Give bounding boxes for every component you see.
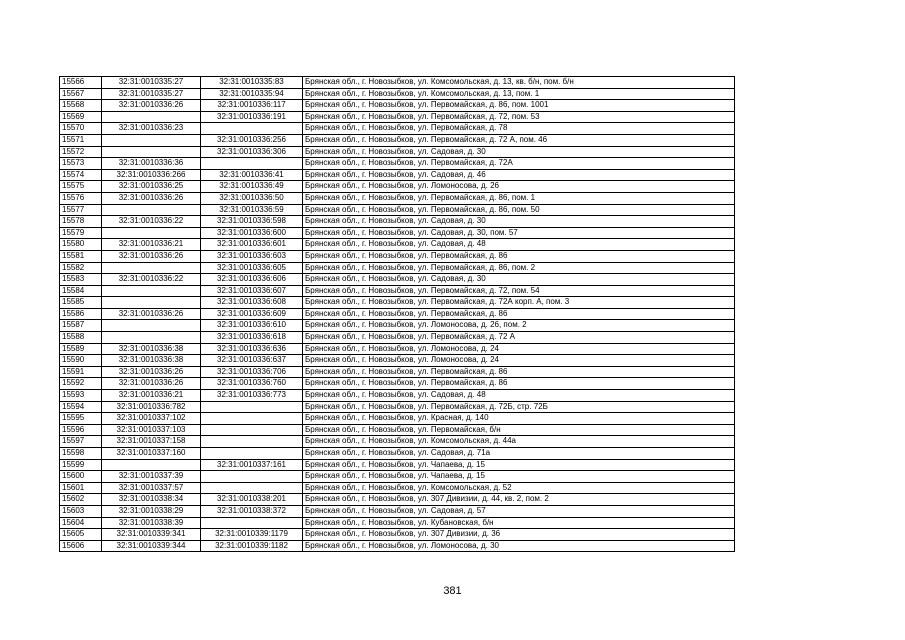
row-number-cell: 15577 [60,204,102,216]
row-number-cell: 15586 [60,308,102,320]
object-number-cell: 32:31:0010339:1179 [201,529,303,541]
row-number-cell: 15602 [60,494,102,506]
parcel-number-cell: 32:31:0010336:26 [102,378,201,390]
address-cell: Брянская обл., г. Новозыбков, ул. Ломоносова, д. 26 [303,181,735,193]
address-cell: Брянская обл., г. Новозыбков, ул. Первомайская, д. 86 [303,250,735,262]
object-number-cell: 32:31:0010338:372 [201,505,303,517]
table-row [60,436,735,448]
row-number-cell: 15583 [60,274,102,286]
object-number-cell: 32:31:0010337:161 [201,459,303,471]
address-cell: Брянская обл., г. Новозыбков, ул. Красная, д. 140 [303,413,735,425]
parcel-number-cell: 32:31:0010337:57 [102,482,201,494]
address-cell: Брянская обл., г. Новозыбков, ул. Садовая, д. 30 [303,146,735,158]
row-number-cell: 15592 [60,378,102,390]
object-number-cell [201,123,303,135]
object-number-cell [201,436,303,448]
address-cell: Брянская обл., г. Новозыбков, ул. Первомайская, д. 72, пом. 53 [303,111,735,123]
table-row [60,320,735,332]
table-row [60,471,735,483]
row-number-cell: 15604 [60,517,102,529]
parcel-number-cell: 32:31:0010336:38 [102,355,201,367]
table-row [60,227,735,239]
object-number-cell: 32:31:0010336:49 [201,181,303,193]
address-cell: Брянская обл., г. Новозыбков, ул. Садовая, д. 48 [303,239,735,251]
row-number-cell: 15576 [60,192,102,204]
table-row [60,250,735,262]
table-row [60,262,735,274]
object-number-cell: 32:31:0010338:201 [201,494,303,506]
parcel-number-cell: 32:31:0010337:103 [102,424,201,436]
address-cell: Брянская обл., г. Новозыбков, ул. Комсомольская, д. 44а [303,436,735,448]
address-cell: Брянская обл., г. Новозыбков, ул. Первомайская, д. 86, пом. 1 [303,192,735,204]
parcel-number-cell: 32:31:0010337:39 [102,471,201,483]
table-row [60,285,735,297]
parcel-number-cell [102,297,201,309]
row-number-cell: 15591 [60,366,102,378]
address-cell: Брянская обл., г. Новозыбков, ул. Садовая, д. 30, пом. 57 [303,227,735,239]
object-number-cell: 32:31:0010336:191 [201,111,303,123]
table-row [60,146,735,158]
address-cell: Брянская обл., г. Новозыбков, ул. Комсомольская, д. 13, кв. б/н, пом. б/н [303,77,735,89]
parcel-number-cell: 32:31:0010336:21 [102,390,201,402]
object-number-cell: 32:31:0010336:256 [201,134,303,146]
parcel-number-cell: 32:31:0010336:22 [102,216,201,228]
parcel-number-cell: 32:31:0010336:26 [102,192,201,204]
address-cell: Брянская обл., г. Новозыбков, ул. Садовая, д. 30 [303,216,735,228]
parcel-number-cell [102,320,201,332]
registry-table [59,76,735,552]
row-number-cell: 15566 [60,77,102,89]
object-number-cell: 32:31:0010336:760 [201,378,303,390]
parcel-number-cell: 32:31:0010338:34 [102,494,201,506]
row-number-cell: 15571 [60,134,102,146]
object-number-cell: 32:31:0010336:706 [201,366,303,378]
object-number-cell: 32:31:0010335:83 [201,77,303,89]
row-number-cell: 15600 [60,471,102,483]
table-row [60,297,735,309]
table-row [60,134,735,146]
address-cell: Брянская обл., г. Новозыбков, ул. Ломоносова, д. 24 [303,355,735,367]
address-cell: Брянская обл., г. Новозыбков, ул. 307 Дивизии, д. 36 [303,529,735,541]
row-number-cell: 15573 [60,158,102,170]
row-number-cell: 15579 [60,227,102,239]
address-cell: Брянская обл., г. Новозыбков, ул. 307 Дивизии, д. 44, кв. 2, пом. 2 [303,494,735,506]
parcel-number-cell: 32:31:0010338:39 [102,517,201,529]
object-number-cell: 32:31:0010336:606 [201,274,303,286]
row-number-cell: 15574 [60,169,102,181]
object-number-cell [201,424,303,436]
address-cell: Брянская обл., г. Новозыбков, ул. Первомайская, д. 72Б, стр. 72Б [303,401,735,413]
table-row [60,378,735,390]
row-number-cell: 15584 [60,285,102,297]
parcel-number-cell [102,227,201,239]
parcel-number-cell: 32:31:0010336:26 [102,250,201,262]
row-number-cell: 15598 [60,448,102,460]
object-number-cell: 32:31:0010336:41 [201,169,303,181]
object-number-cell: 32:31:0010336:608 [201,297,303,309]
object-number-cell [201,413,303,425]
object-number-cell [201,448,303,460]
parcel-number-cell: 32:31:0010337:158 [102,436,201,448]
row-number-cell: 15597 [60,436,102,448]
row-number-cell: 15585 [60,297,102,309]
object-number-cell: 32:31:0010336:50 [201,192,303,204]
object-number-cell: 32:31:0010336:59 [201,204,303,216]
parcel-number-cell: 32:31:0010336:266 [102,169,201,181]
row-number-cell: 15578 [60,216,102,228]
parcel-number-cell: 32:31:0010339:344 [102,540,201,552]
table-row [60,517,735,529]
address-cell: Брянская обл., г. Новозыбков, ул. Первомайская, д. 86 [303,308,735,320]
row-number-cell: 15570 [60,123,102,135]
table-row [60,274,735,286]
parcel-number-cell [102,332,201,344]
table-row [60,413,735,425]
table-row [60,529,735,541]
object-number-cell: 32:31:0010336:117 [201,100,303,112]
row-number-cell: 15587 [60,320,102,332]
table-row [60,332,735,344]
table-row [60,192,735,204]
object-number-cell: 32:31:0010339:1182 [201,540,303,552]
table-row [60,424,735,436]
address-cell: Брянская обл., г. Новозыбков, ул. Первомайская, б/н [303,424,735,436]
table-row [60,88,735,100]
address-cell: Брянская обл., г. Новозыбков, ул. Комсомольская, д. 52 [303,482,735,494]
row-number-cell: 15594 [60,401,102,413]
object-number-cell: 32:31:0010336:637 [201,355,303,367]
address-cell: Брянская обл., г. Новозыбков, ул. Ломоносова, д. 24 [303,343,735,355]
row-number-cell: 15580 [60,239,102,251]
table-row [60,390,735,402]
table-row [60,355,735,367]
row-number-cell: 15582 [60,262,102,274]
registry-table-body [60,77,735,552]
parcel-number-cell: 32:31:0010336:782 [102,401,201,413]
page-number: 381 [443,585,462,597]
table-row [60,239,735,251]
address-cell: Брянская обл., г. Новозыбков, ул. Первомайская, д. 86, пом. 2 [303,262,735,274]
object-number-cell: 32:31:0010336:607 [201,285,303,297]
parcel-number-cell: 32:31:0010335:27 [102,77,201,89]
table-row [60,181,735,193]
object-number-cell: 32:31:0010336:603 [201,250,303,262]
object-number-cell [201,401,303,413]
table-row [60,204,735,216]
object-number-cell: 32:31:0010336:600 [201,227,303,239]
address-cell: Брянская обл., г. Новозыбков, ул. Садовая, д. 48 [303,390,735,402]
parcel-number-cell: 32:31:0010336:36 [102,158,201,170]
parcel-number-cell [102,459,201,471]
row-number-cell: 15596 [60,424,102,436]
table-row [60,77,735,89]
parcel-number-cell: 32:31:0010336:26 [102,100,201,112]
parcel-number-cell: 32:31:0010336:21 [102,239,201,251]
address-cell: Брянская обл., г. Новозыбков, ул. Первомайская, д. 86 [303,366,735,378]
table-row [60,158,735,170]
parcel-number-cell: 32:31:0010336:26 [102,366,201,378]
object-number-cell: 32:31:0010336:605 [201,262,303,274]
parcel-number-cell: 32:31:0010336:26 [102,308,201,320]
object-number-cell: 32:31:0010336:618 [201,332,303,344]
address-cell: Брянская обл., г. Новозыбков, ул. Первомайская, д. 86, пом. 50 [303,204,735,216]
object-number-cell [201,158,303,170]
address-cell: Брянская обл., г. Новозыбков, ул. Садовая, д. 57 [303,505,735,517]
row-number-cell: 15599 [60,459,102,471]
address-cell: Брянская обл., г. Новозыбков, ул. Ломоносова, д. 26, пом. 2 [303,320,735,332]
address-cell: Брянская обл., г. Новозыбков, ул. Садовая, д. 46 [303,169,735,181]
parcel-number-cell: 32:31:0010336:25 [102,181,201,193]
object-number-cell: 32:31:0010336:609 [201,308,303,320]
address-cell: Брянская обл., г. Новозыбков, ул. Ломоносова, д. 30 [303,540,735,552]
address-cell: Брянская обл., г. Новозыбков, ул. Кубановская, б/н [303,517,735,529]
table-row [60,308,735,320]
address-cell: Брянская обл., г. Новозыбков, ул. Чапаева, д. 15 [303,459,735,471]
object-number-cell: 32:31:0010336:610 [201,320,303,332]
table-row [60,169,735,181]
address-cell: Брянская обл., г. Новозыбков, ул. Первомайская, д. 72 А [303,332,735,344]
table-row [60,448,735,460]
address-cell: Брянская обл., г. Новозыбков, ул. Первомайская, д. 86 [303,378,735,390]
parcel-number-cell [102,146,201,158]
address-cell: Брянская обл., г. Новозыбков, ул. Первомайская, д. 72, пом. 54 [303,285,735,297]
row-number-cell: 15603 [60,505,102,517]
parcel-number-cell: 32:31:0010337:102 [102,413,201,425]
table-row [60,216,735,228]
address-cell: Брянская обл., г. Новозыбков, ул. Первомайская, д. 86, пом. 1001 [303,100,735,112]
parcel-number-cell: 32:31:0010339:341 [102,529,201,541]
address-cell: Брянская обл., г. Новозыбков, ул. Садовая, д. 30 [303,274,735,286]
table-row [60,111,735,123]
row-number-cell: 15568 [60,100,102,112]
object-number-cell [201,517,303,529]
table-row [60,401,735,413]
row-number-cell: 15601 [60,482,102,494]
row-number-cell: 15589 [60,343,102,355]
address-cell: Брянская обл., г. Новозыбков, ул. Первомайская, д. 72 А, пом. 46 [303,134,735,146]
table-row [60,482,735,494]
table-row [60,494,735,506]
row-number-cell: 15575 [60,181,102,193]
row-number-cell: 15572 [60,146,102,158]
table-row [60,100,735,112]
row-number-cell: 15606 [60,540,102,552]
parcel-number-cell: 32:31:0010336:38 [102,343,201,355]
row-number-cell: 15569 [60,111,102,123]
parcel-number-cell [102,262,201,274]
table-row [60,505,735,517]
address-cell: Брянская обл., г. Новозыбков, ул. Первомайская, д. 72А корп. А, пом. 3 [303,297,735,309]
address-cell: Брянская обл., г. Новозыбков, ул. Первомайская, д. 72А [303,158,735,170]
address-cell: Брянская обл., г. Новозыбков, ул. Комсомольская, д. 13, пом. 1 [303,88,735,100]
table-row [60,366,735,378]
object-number-cell [201,482,303,494]
row-number-cell: 15567 [60,88,102,100]
parcel-number-cell: 32:31:0010335:27 [102,88,201,100]
parcel-number-cell: 32:31:0010336:22 [102,274,201,286]
parcel-number-cell: 32:31:0010337:160 [102,448,201,460]
row-number-cell: 15593 [60,390,102,402]
object-number-cell: 32:31:0010335:94 [201,88,303,100]
object-number-cell [201,471,303,483]
parcel-number-cell [102,204,201,216]
parcel-number-cell: 32:31:0010338:29 [102,505,201,517]
table-row [60,123,735,135]
address-cell: Брянская обл., г. Новозыбков, ул. Садовая, д. 71а [303,448,735,460]
object-number-cell: 32:31:0010336:636 [201,343,303,355]
row-number-cell: 15605 [60,529,102,541]
object-number-cell: 32:31:0010336:306 [201,146,303,158]
object-number-cell: 32:31:0010336:598 [201,216,303,228]
parcel-number-cell [102,285,201,297]
parcel-number-cell [102,134,201,146]
object-number-cell: 32:31:0010336:773 [201,390,303,402]
object-number-cell: 32:31:0010336:601 [201,239,303,251]
row-number-cell: 15581 [60,250,102,262]
row-number-cell: 15590 [60,355,102,367]
row-number-cell: 15588 [60,332,102,344]
table-row [60,540,735,552]
address-cell: Брянская обл., г. Новозыбков, ул. Чапаева, д. 15 [303,471,735,483]
parcel-number-cell [102,111,201,123]
table-row [60,459,735,471]
row-number-cell: 15595 [60,413,102,425]
table-row [60,343,735,355]
address-cell: Брянская обл., г. Новозыбков, ул. Первомайская, д. 78 [303,123,735,135]
parcel-number-cell: 32:31:0010336:23 [102,123,201,135]
